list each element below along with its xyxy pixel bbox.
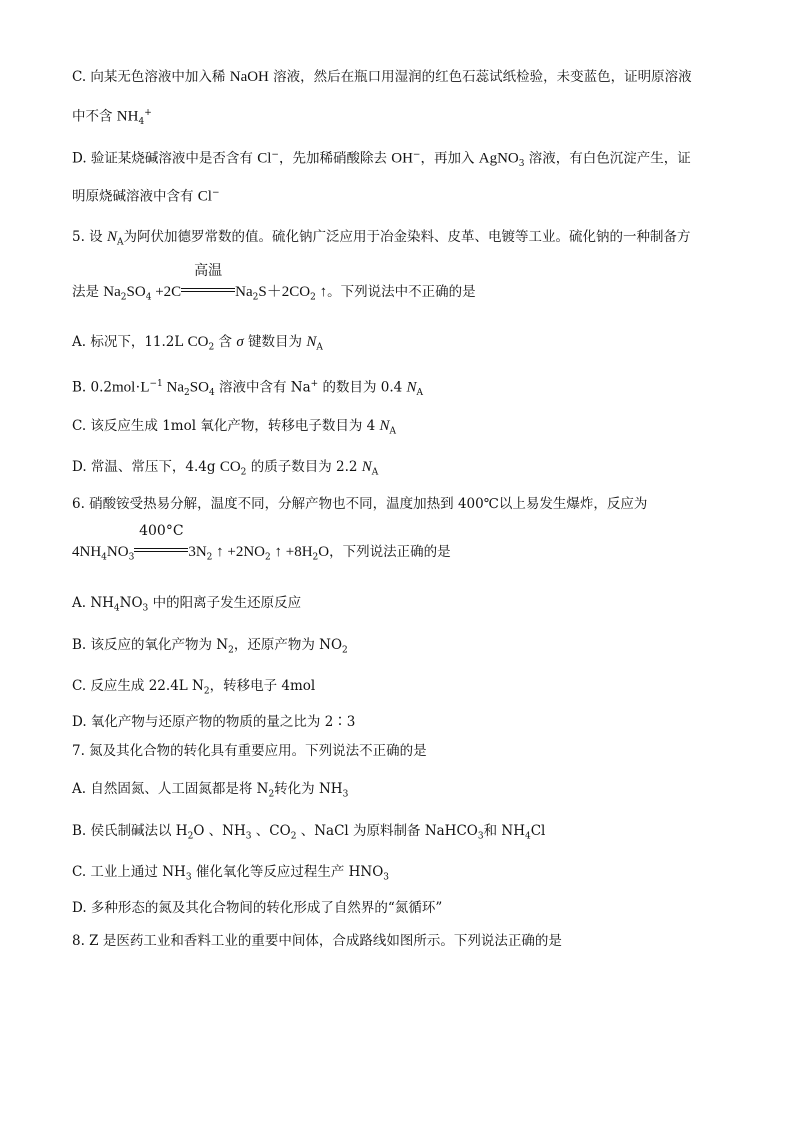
q6-option-c: C. 反应生成 22.4L $N_2$，转移电子 4mol [72,678,316,697]
q7-option-c: C. 工业上通过 $NH_3$ 催化氧化等反应过程生产 $HNO_3$ [72,864,390,883]
q4-option-c-line1: C. 向某无色溶液中加入稀 NaOH 溶液，然后在瓶口用湿润的红色石蕊试纸检验，未变蓝色，证明原溶液 [72,69,692,85]
q5-option-d: D. 常温、常压下，4.4g $CO_2$ 的质子数目为 2.2 $N_A$ [72,459,379,478]
q5-stem-line2: 法是 $Na_2SO_4 +2C$ 高温 $Na_2S+2CO_2$ ↑。下列说法中不正确的是 [72,263,476,303]
q6-option-b: B. 该反应的氧化产物为 $N_2$，还原产物为 $NO_2$ [72,637,348,656]
reaction-condition-sign: 400°C [134,540,188,556]
q4-option-c-line2: 中不含 $NH_4^+$ [72,108,152,128]
q5-option-a: A. 标况下，11.2L $CO_2$ 含 σ 键数目为 $N_A$ [72,334,323,353]
q7-option-d: D. 多种形态的氮及其化合物间的转化形成了自然界的“氮循环” [72,900,443,916]
q5-option-c: C. 该反应生成 1mol 氧化产物，转移电子数目为 4 $N_A$ [72,418,397,437]
q6-stem-line1: 6. 硝酸铵受热易分解，温度不同，分解产物也不同，温度加热到 400℃以上易发生爆炸，反应为 [72,496,648,512]
q6-option-d: D. 氧化产物与还原产物的物质的量之比为 2∶3 [72,714,356,730]
q5-option-b: B. $0.2mol\cdot L^{-1}$ $Na_2SO_4$ 溶液中含有 Na+ 的数目为 0.4 $N_A$ [72,379,424,399]
q6-option-a: A. $NH_4NO_3$ 中的阳离子发生还原反应 [72,595,302,614]
q7-option-b: B. 侯氏制碱法以 $H_2O$ 、$NH_3$ 、$CO_2$ 、NaCl 为原料制备 NaHCO$_3$和 $NH_4Cl$ [72,823,546,842]
q4-option-d-line2: 明原烧碱溶液中含有 Cl− [72,188,220,205]
reaction-condition-sign: 高温 [181,280,235,296]
q5-stem-line1: 5. 设 $N_A$为阿伏加德罗常数的值。硫化钠广泛应用于冶金染料、皮革、电镀等工业。硫化钠的一种制备方 [72,229,691,248]
q6-stem-line2: $4NH_4NO_3$ 400°C $3N_2$ ↑ $+2NO_2$ ↑ $+8H_2O$，下列说法正确的是 [72,523,451,563]
q7-stem: 7. 氮及其化合物的转化具有重要应用。下列说法不正确的是 [72,743,427,759]
q8-stem: 8. Z 是医药工业和香料工业的重要中间体，合成路线如图所示。下列说法正确的是 [72,933,562,949]
q4-option-d-line1: D. 验证某烧碱溶液中是否含有 Cl−，先加稀硝酸除去 OH−，再加入 AgNO$_3$ 溶液，有白色沉淀产生，证 [72,150,691,170]
q7-option-a: A. 自然固氮、人工固氮都是将 $N_2$转化为 $NH_3$ [72,781,349,800]
